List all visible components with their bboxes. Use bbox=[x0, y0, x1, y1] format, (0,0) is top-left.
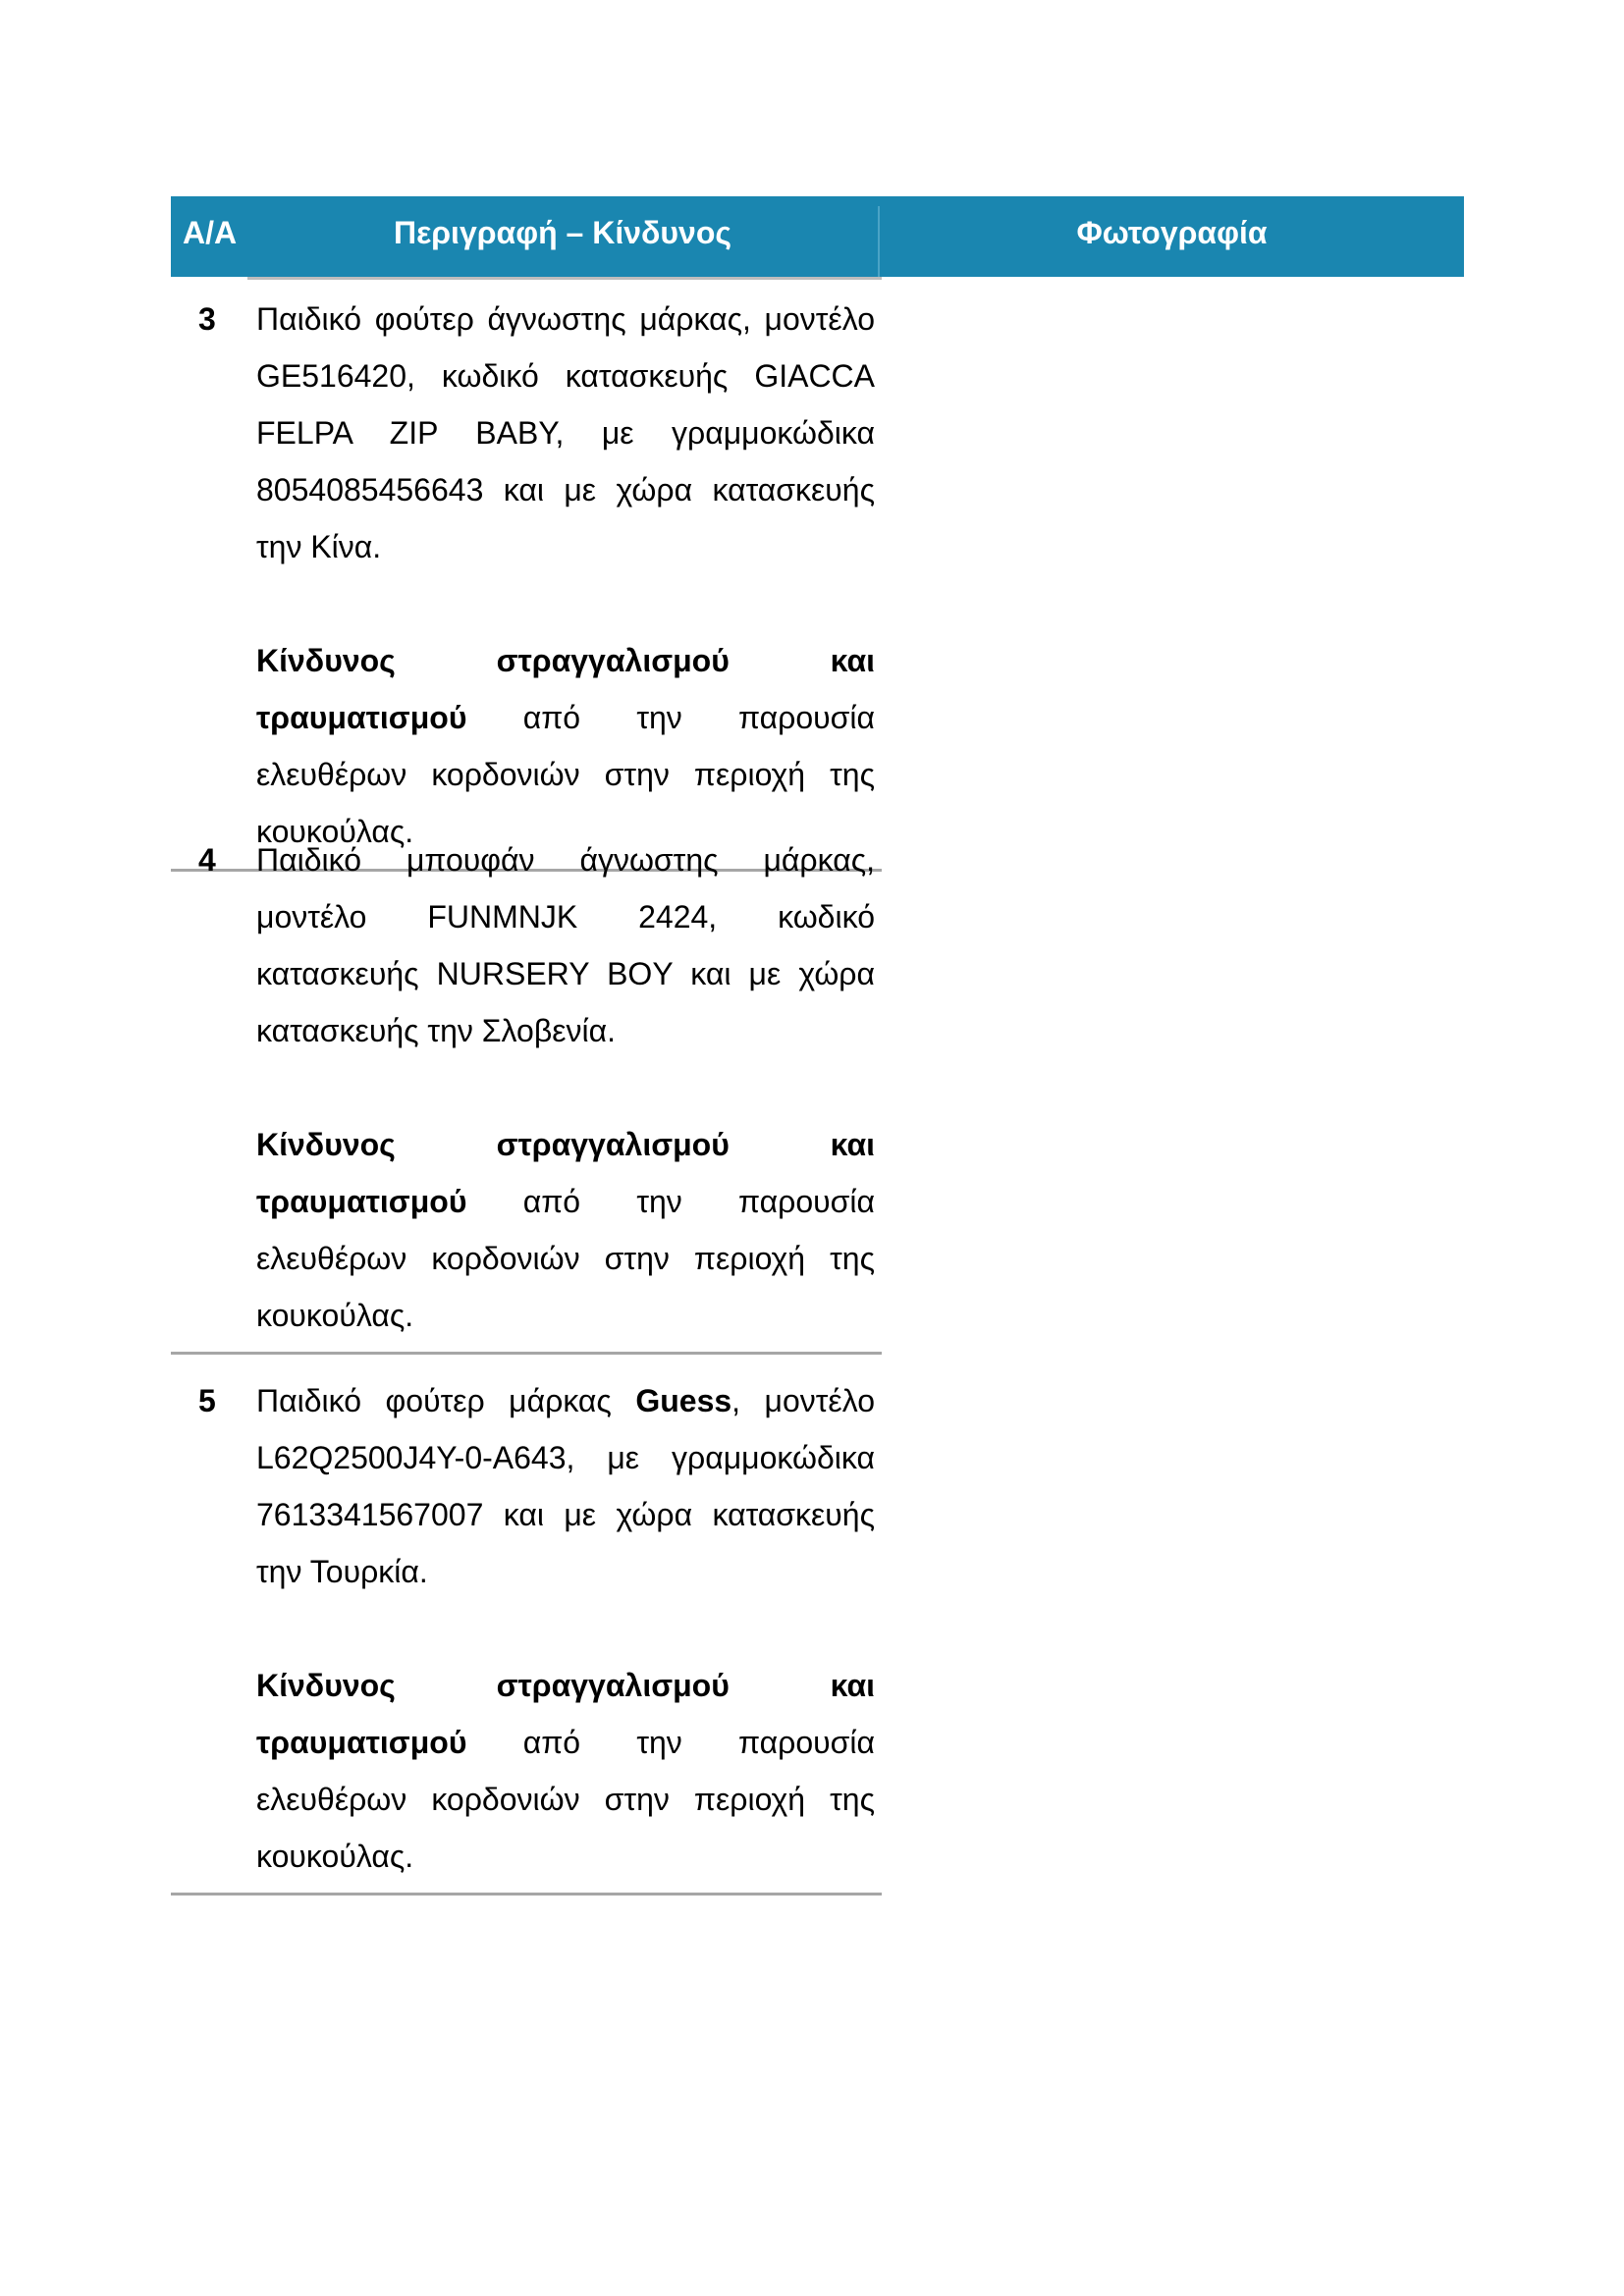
row-number: 4 bbox=[198, 842, 216, 878]
description-end: , μοντέλο L62Q2500J4Y-0-A643, με γραμμοκώδικα 7613341567007 και με χώρα κατασκευής την Τουρκία. bbox=[256, 1383, 876, 1589]
brand-name: Guess bbox=[635, 1383, 732, 1418]
header-underline bbox=[247, 277, 882, 280]
product-table bbox=[171, 196, 1464, 1874]
risk-statement bbox=[256, 1657, 875, 1885]
risk-detail: από την παρουσία ελευθέρων κορδονιών στην περιοχή της κουκούλας. bbox=[256, 700, 875, 849]
risk-title: Κίνδυνος στραγγαλισμού και τραυματισμού bbox=[256, 1668, 875, 1760]
product-description: Παιδικό μπουφάν άγνωστης μάρκας, μοντέλο FUNMNJK 2424, κωδικό κατασκευής NURSERY BOY και με χώρα κατασκευής την Σλοβενία. bbox=[256, 842, 875, 1048]
row-description-cell bbox=[256, 831, 875, 1344]
row-description-cell bbox=[256, 1372, 875, 1885]
description-start: Παιδικό φούτερ μάρκας bbox=[256, 1383, 636, 1418]
risk-statement bbox=[256, 1116, 875, 1344]
risk-detail: από την παρουσία ελευθέρων κορδονιών στην περιοχή της κουκούλας. bbox=[256, 1184, 875, 1333]
row-divider bbox=[171, 1352, 882, 1355]
row-divider bbox=[171, 1893, 882, 1896]
product-description bbox=[256, 1372, 875, 1600]
risk-statement bbox=[256, 632, 875, 860]
table-header bbox=[171, 196, 1464, 277]
header-aa: Α/Α bbox=[183, 215, 238, 250]
risk-detail: από την παρουσία ελευθέρων κορδονιών στην περιοχή της κουκούλας. bbox=[256, 1725, 875, 1874]
header-photo: Φωτογραφία bbox=[1076, 215, 1268, 250]
header-description: Περιγραφή – Κίνδυνος bbox=[393, 215, 732, 250]
row-number: 5 bbox=[198, 1383, 216, 1418]
risk-title: Κίνδυνος στραγγαλισμού και τραυματισμού bbox=[256, 643, 875, 735]
row-number: 3 bbox=[198, 301, 216, 337]
risk-title: Κίνδυνος στραγγαλισμού και τραυματισμού bbox=[256, 1127, 875, 1219]
product-description: Παιδικό φούτερ άγνωστης μάρκας, μοντέλο GE516420, κωδικό κατασκευής GIACCA FELPA ZIP BABY, με γραμμοκώδικα 8054085456643 και με χώρα κατασκευής την Κίνα. bbox=[256, 301, 875, 564]
row-description-cell bbox=[256, 291, 875, 860]
